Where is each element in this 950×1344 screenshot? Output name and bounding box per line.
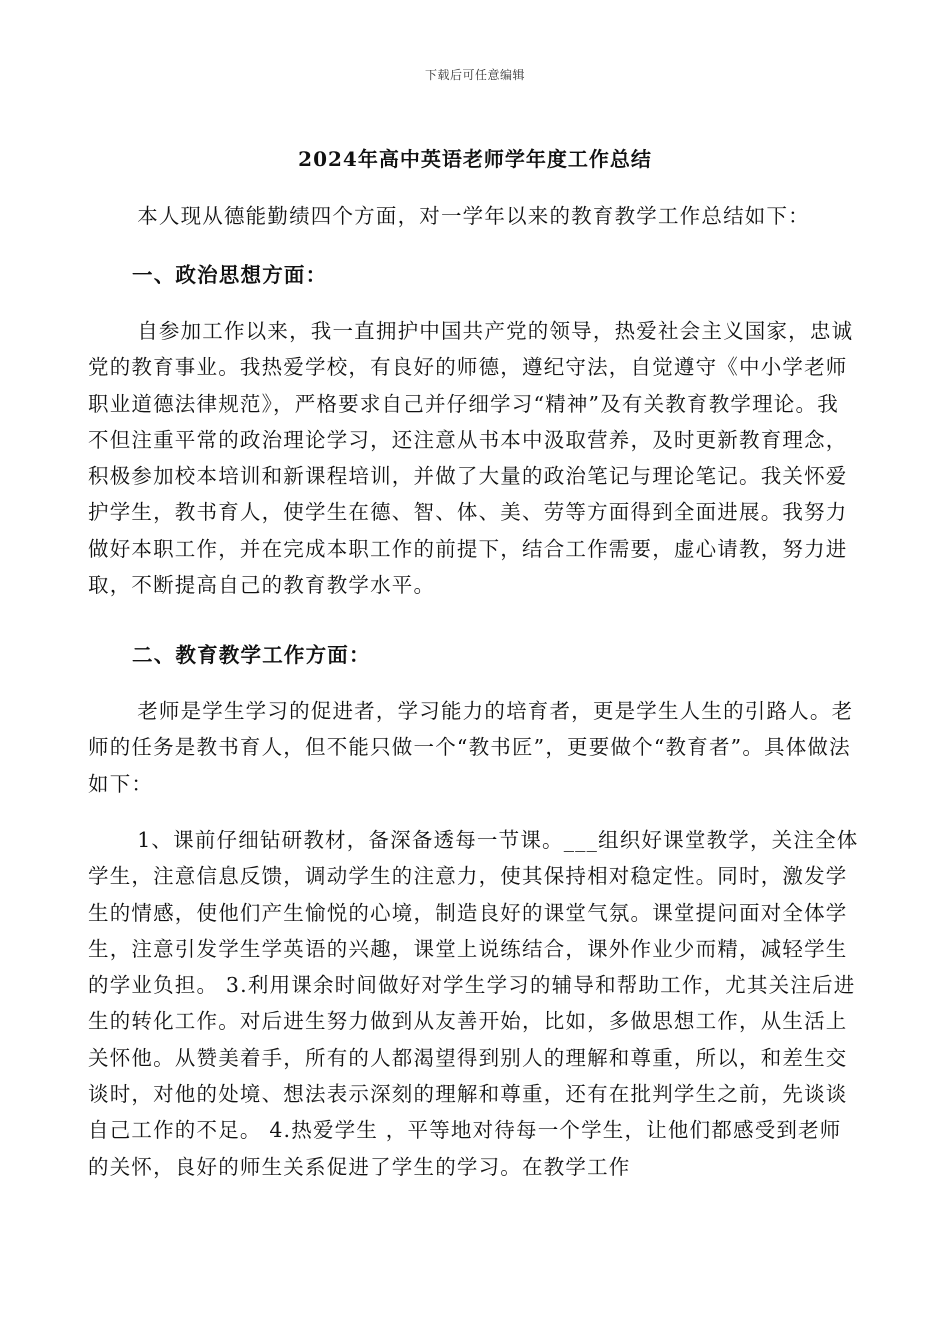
header-note: 下载后可任意编辑 <box>424 68 525 82</box>
section2-paragraph-2: 1、课前仔细钻研教材，备深备透每一节课。___组织好课堂教学，关注全体学生，注意信息反馈，调动学生的注意力，使其保持相对稳定性。同时，激发学生的情感，使他们产生愉悦的心境，制造良好的课堂气氛。课堂提问面对全体学生，注意引发学生学英语的兴趣，课堂上说练结合，课外作业少而精，减轻学生的学业负担。 3.利用课余时间做好对学生学习的辅导和帮助工作，尤其关注后进生的转化工作。对后进生努力做到从友善开始，比如，多做思想工作，从生活上关怀他。从赞美着手，所有的人都渴望得到别人的理解和尊重，所以，和差生交谈时，对他的处境、想法表示深刻的理解和尊重，还有在批判学生之前，先谈谈自己工作的不足。 4.热爱学生 ，平等地对待每一个学生，让他们都感受到老师的关怀，良好的师生关系促进了学生的学习。在教学工作 <box>88 828 859 1179</box>
section1-paragraph: 自参加工作以来，我一直拥护中国共产党的领导，热爱社会主义国家，忠诚党的教育事业。我热爱学校，有良好的师德，遵纪守法，自觉遵守《中小学老师职业道德法律规范》，严格要求自己并仔细学习“精神”及有关教育教学理论。我不但注重平常的政治理论学习，还注意从书本中汲取营养，及时更新教育理念，积极参加校本培训和新课程培训，并做了大量的政治笔记与理论笔记。我关怀爱护学生，教书育人，使学生在德、智、体、美、劳等方面得到全面进展。我努力做好本职工作，并在完成本职工作的前提下，结合工作需要，虚心请教，努力进取，不断提高自己的教育教学水平。 <box>88 319 854 598</box>
document-title: 2024年高中英语老师学年度工作总结 <box>298 147 652 171</box>
intro-paragraph: 本人现从德能勤绩四个方面，对一学年以来的教育教学工作总结如下： <box>137 204 810 228</box>
section2-heading: 二、教育教学工作方面： <box>132 643 371 667</box>
section1-heading: 一、政治思想方面： <box>132 263 328 287</box>
section2-paragraph-1: 老师是学生学习的促进者，学习能力的培育者，更是学生人生的引路人。老师的任务是教书育人，但不能只做一个“教书匠”，更要做个“教育者”。具体做法如下： <box>88 699 854 796</box>
